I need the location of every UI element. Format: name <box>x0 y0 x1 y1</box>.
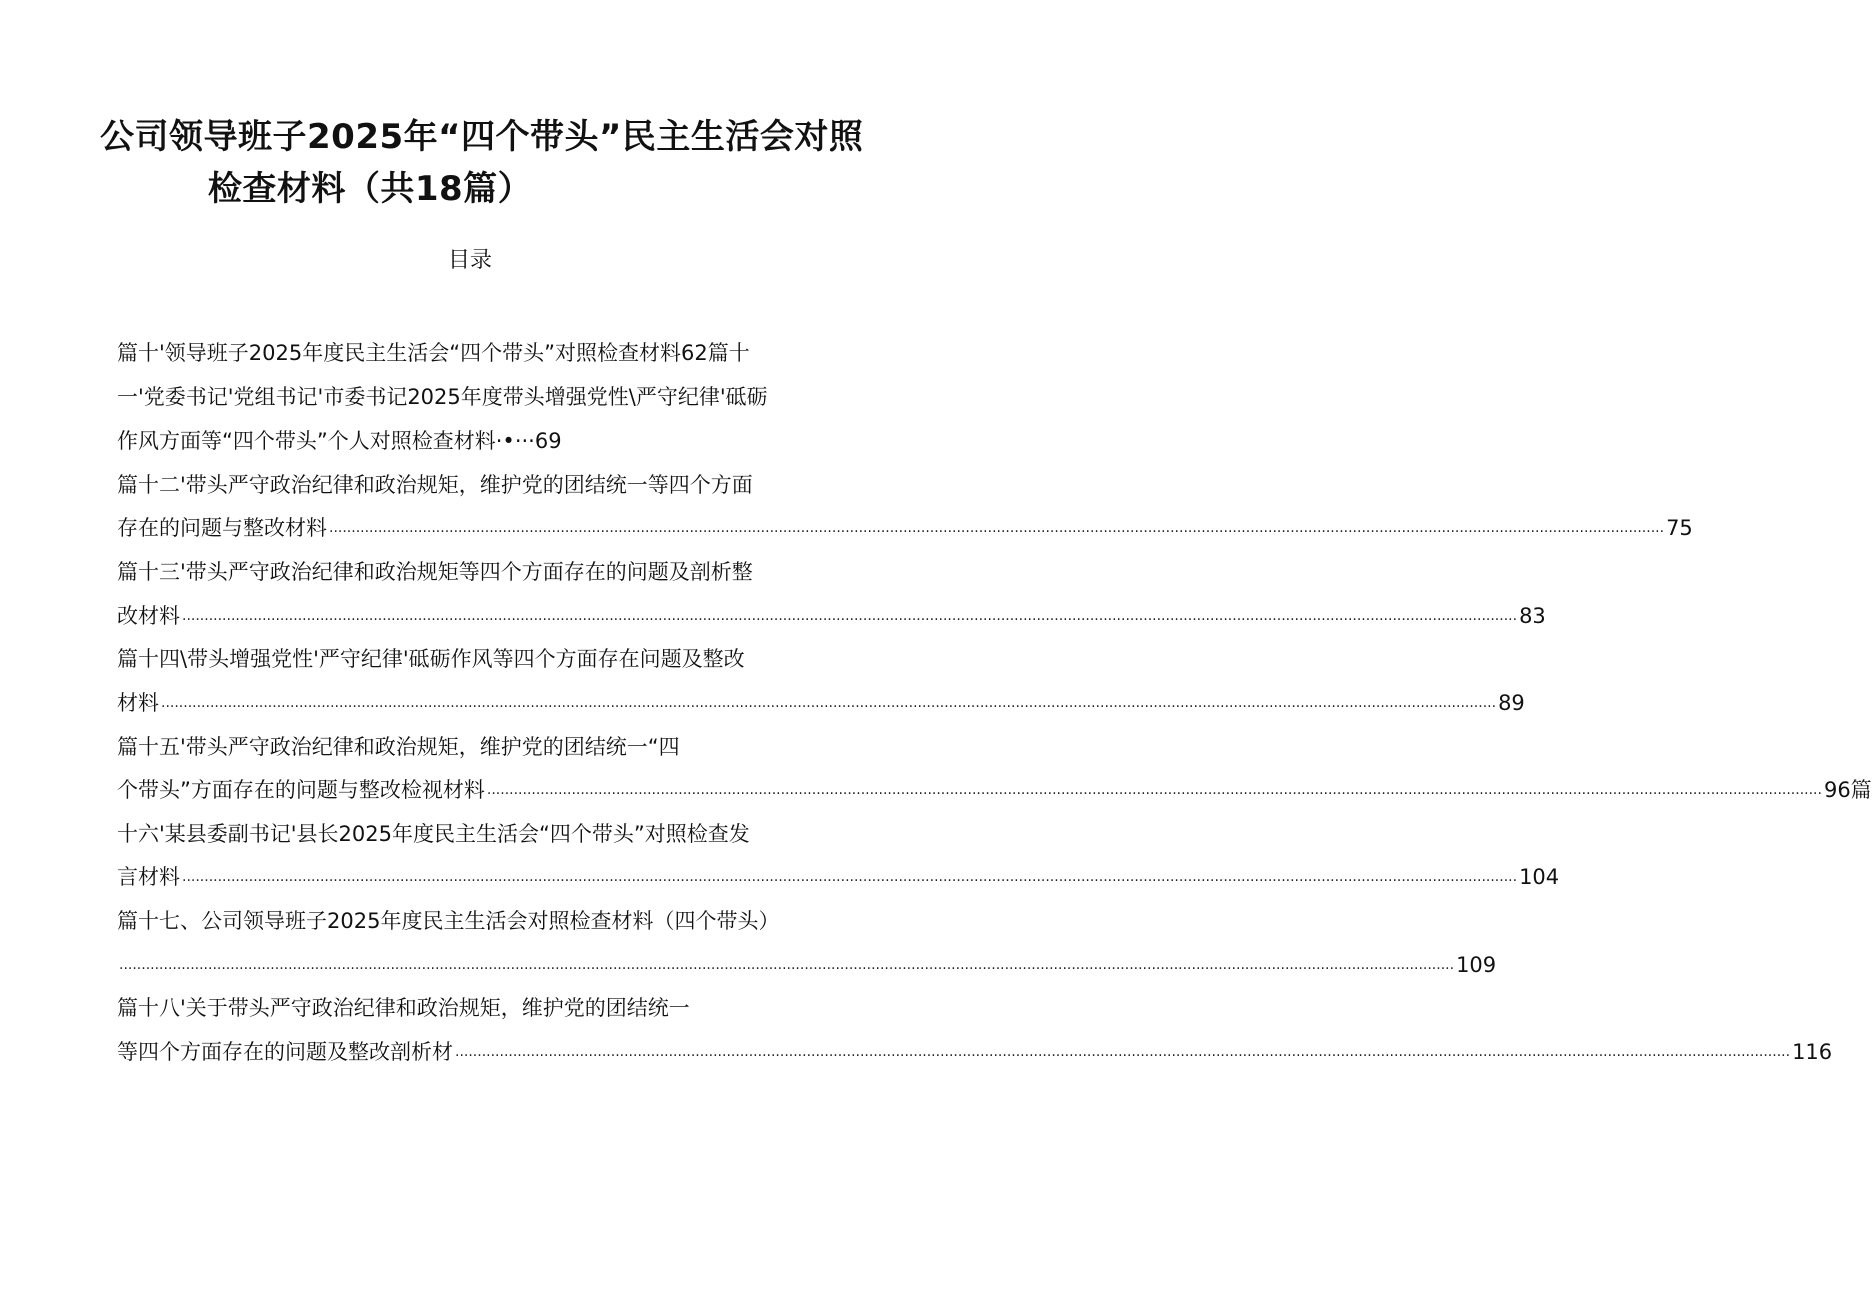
toc-entry-text: 材料 <box>117 691 159 715</box>
toc-entry-text: 一'党委书记'党组书记'市委书记2025年度带头增强党性\严守纪律'砥砺 <box>117 385 768 409</box>
toc-page-number: 104 <box>1519 865 1560 889</box>
dot-leader: ............................................................................................................................................................................................................................................................................................................ <box>161 695 1497 711</box>
dot-leader: ............................................................................................................................................................................................................................................................................................................ <box>119 957 1455 973</box>
toc-entry-text: 篇十五'带头严守政治纪律和政治规矩，维护党的团结统一“四 <box>117 735 680 759</box>
toc-entry-text: 十六'某县委副书记'县长2025年度民主生活会“四个带头”对照检查发 <box>117 822 750 846</box>
toc-entry-text: 个带头”方面存在的问题与整改检视材料 <box>117 778 485 802</box>
toc-entry-text: 篇十四\带头增强党性'严守纪律'砥砺作风等四个方面存在问题及整改 <box>117 647 745 671</box>
dot-leader: ............................................................................................................................................................................................................................................................................................................ <box>182 608 1518 624</box>
toc-entry-text: 作风方面等“四个带头”个人对照检查材料·•···69 <box>117 429 562 453</box>
toc-entry-text: 言材料 <box>117 865 180 889</box>
toc-line <box>117 1037 1833 1067</box>
toc-entry-text: 篇十二'带头严守政治纪律和政治规矩，维护党的团结统一等四个方面 <box>117 473 753 497</box>
dot-leader: ............................................................................................................................................................................................................................................................................................................ <box>486 782 1822 798</box>
toc-page-number: 96篇 <box>1823 778 1872 802</box>
toc-line <box>117 775 1872 805</box>
toc-page-number: 83 <box>1519 604 1546 628</box>
dot-leader: ............................................................................................................................................................................................................................................................................................................ <box>182 869 1518 885</box>
toc-entry-text: 篇十'领导班子2025年度民主生活会“四个带头”对照检查材料62篇十 <box>117 341 750 365</box>
dot-leader: ............................................................................................................................................................................................................................................................................................................ <box>455 1044 1791 1060</box>
toc-entry-text: 篇十三'带头严守政治纪律和政治规矩等四个方面存在的问题及剖析整 <box>117 560 753 584</box>
toc-line <box>117 601 1546 631</box>
toc-page-number: 116 <box>1792 1040 1833 1064</box>
toc-line <box>117 688 1525 718</box>
document-title-line-1: 公司领导班子2025年“四个带头”民主生活会对照 <box>100 117 864 157</box>
toc-entry-text: 篇十八'关于带头严守政治纪律和政治规矩，维护党的团结统一 <box>117 996 690 1020</box>
toc-heading: 目录 <box>447 248 492 273</box>
toc-entry-text: 等四个方面存在的问题及整改剖析材 <box>117 1040 453 1064</box>
toc-entry-text: 存在的问题与整改材料 <box>117 516 327 540</box>
toc-line <box>117 950 1497 980</box>
document-title-line-2: 检查材料（共18篇） <box>207 169 533 209</box>
toc-entry-text: 改材料 <box>117 604 180 628</box>
toc-entry-text: 篇十七、公司领导班子2025年度民主生活会对照检查材料（四个带头） <box>117 909 780 933</box>
toc-line <box>117 513 1693 543</box>
toc-page-number: 75 <box>1666 516 1693 540</box>
toc-line <box>117 862 1560 892</box>
toc-page-number: 109 <box>1456 953 1497 977</box>
toc-page-number: 89 <box>1498 691 1525 715</box>
dot-leader: ............................................................................................................................................................................................................................................................................................................ <box>329 520 1665 536</box>
